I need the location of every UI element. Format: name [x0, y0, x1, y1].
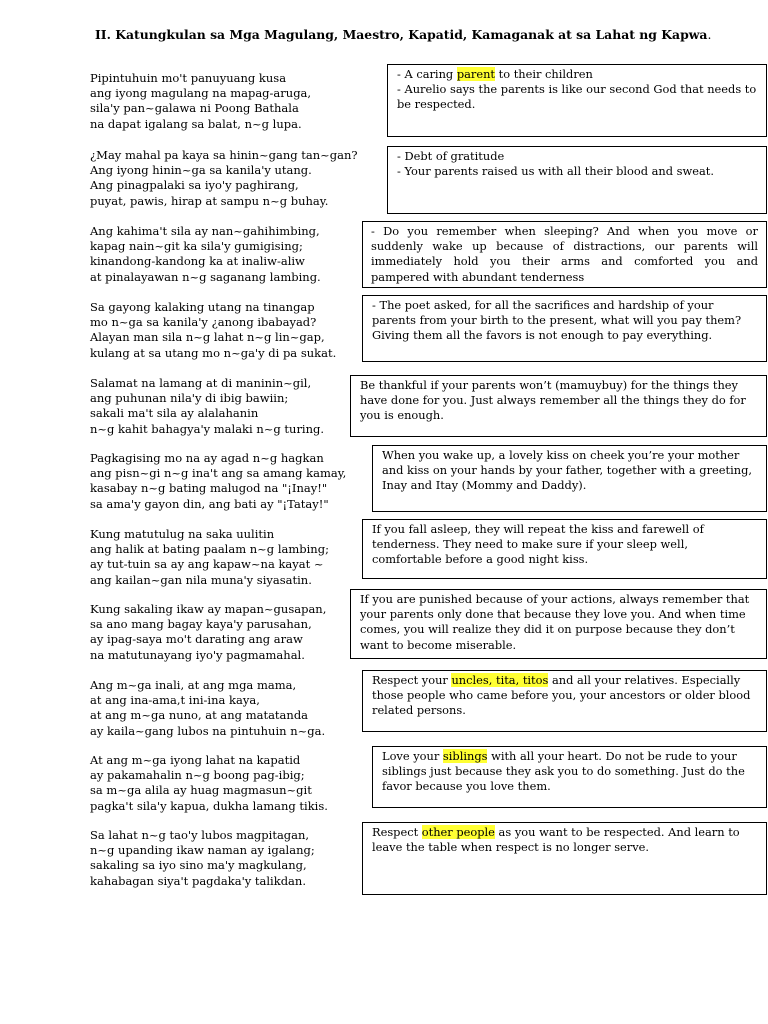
poem-line: sila'y pan~galawa ni Poong Bathala [90, 101, 299, 116]
poem-line: ay tut-tuin sa ay ang kapaw~na kayat ~ [90, 557, 324, 572]
stanza [90, 451, 380, 512]
poem-line: Ang iyong hinin~ga sa kanila'y utang. [90, 163, 312, 178]
poem-line: na matutunayang iyo'y pagmamahal. [90, 647, 305, 662]
poem-line: kulang at sa utang mo n~ga'y di pa sukat. [90, 345, 337, 360]
stanza [90, 678, 380, 739]
poem-line: sa ano mang bagay kaya'y parusahan, [90, 617, 312, 632]
note-box [350, 589, 767, 659]
note-row [382, 749, 758, 795]
poem-line: Alayan man sila n~g lahat n~g lin~gap, [90, 330, 325, 345]
note-text: - Do you remember when sleeping? And when you move or suddenly wake up because of distractions, our parents will immediately hold you their arms and comforted you and pampered with abundant tenderness [371, 224, 758, 284]
poem-line: n~g upanding ikaw naman ay igalang; [90, 843, 315, 858]
note-row [360, 378, 758, 424]
note-text: Love your [382, 749, 443, 763]
stanza [90, 376, 380, 437]
note-row [372, 825, 758, 855]
poem-line: Ang kahima't sila ay nan~gahihimbing, [90, 224, 320, 238]
note-box [362, 822, 767, 895]
poem-line: kinandong-kandong ka at inaliw-aliw [90, 254, 305, 269]
poem-line: Kung matutulug na saka uulitin [90, 527, 275, 541]
note-row [397, 164, 758, 179]
note-text: - Your parents raised us with all their blood and sweat. [397, 164, 715, 179]
poem-line: n~g kahit bahagya'y malaki n~g turing. [90, 421, 325, 436]
note-row [372, 298, 758, 344]
stanza [90, 602, 380, 663]
poem-line: kasabay n~g bating malugod na "¡Inay!" [90, 481, 328, 496]
note-box [362, 221, 767, 288]
poem-line: kapag nain~git ka sila'y gumigising; [90, 239, 303, 254]
note-row [397, 67, 758, 82]
note-box [372, 445, 767, 512]
note-row [360, 592, 758, 653]
note-text: to their children [495, 67, 593, 81]
note-text: Be thankful if your parents won’t (mamuybuy) for the things they have done for you. Just always remember all the things they do for you is enough. [360, 378, 746, 423]
note-text: - Aurelio says the parents is like our second God that needs to be respected. [397, 82, 757, 112]
note-box [362, 519, 767, 579]
note-text: with all your heart. Do not be rude to your siblings just because they ask you to do something. Just do the favor because you love them. [382, 749, 745, 794]
poem-line: Ang m~ga inali, at ang mga mama, [90, 678, 297, 692]
poem-line: Pagkagising mo na ay agad n~g hagkan [90, 451, 324, 465]
poem-line: at ang m~ga nuno, at ang matatanda [90, 708, 309, 723]
poem-line: ay pakamahalin n~g boong pag-ibig; [90, 768, 305, 783]
note-row [371, 224, 758, 285]
highlighted-keyword: other people [421, 825, 495, 839]
poem-line: ang iyong magulang na mapag-aruga, [90, 86, 312, 101]
poem-line: sakali ma't sila ay alalahanin [90, 406, 259, 421]
note-text: - The poet asked, for all the sacrifices and hardship of your parents from your birth to the present, what will you pay them? Giving them all the favors is not enough to pay everything. [372, 298, 742, 343]
poem-line: at pinalayawan n~g saganang lambing. [90, 269, 321, 284]
poem-line: sa ama'y gayon din, ang bati ay "¡Tatay!" [90, 496, 329, 511]
stanza [90, 828, 380, 889]
note-box [362, 670, 767, 732]
highlighted-keyword: parent [456, 67, 496, 81]
note-box [362, 295, 767, 362]
highlighted-keyword: siblings [442, 749, 488, 763]
poem-line: sakaling sa iyo sino ma'y magkulang, [90, 858, 307, 873]
poem-line: ay ipag-saya mo't darating ang araw [90, 632, 303, 647]
stanza [90, 71, 380, 132]
note-box [387, 64, 767, 137]
note-text: and all your relatives. Especially those people who came before you, your ancestors or older blood related persons. [372, 673, 751, 718]
stanza [90, 300, 380, 361]
note-text: When you wake up, a lovely kiss on cheek you’re your mother and kiss on your hands by your father, together with a greeting, Inay and Itay (Mommy and Daddy). [382, 448, 752, 493]
poem-line: Salamat na lamang at di maninin~gil, [90, 376, 312, 390]
poem-line: Sa gayong kalaking utang na tinangap [90, 300, 315, 314]
poem-line: ang kailan~gan nila muna'y siyasatin. [90, 572, 312, 587]
note-row [372, 522, 758, 568]
poem-line: pagka't sila'y kapua, dukha lamang tikis. [90, 798, 328, 813]
stanza [90, 224, 380, 285]
poem-line: ang puhunan nila'y di ibig bawiin; [90, 391, 289, 406]
poem-line: Pipintuhuin mo't panuyuang kusa [90, 71, 287, 85]
poem-line: kahabagan siya't pagdaka'y talikdan. [90, 873, 306, 888]
stanza [90, 527, 380, 588]
note-row [397, 82, 758, 112]
note-text: Respect [372, 825, 422, 839]
note-text: If you fall asleep, they will repeat the kiss and farewell of tenderness. They need to make sure if your sleep well, comfortable before a good night kiss. [372, 522, 704, 567]
poem-line: at ang ina-ama,t ini-ina kaya, [90, 693, 260, 708]
note-row [382, 448, 758, 494]
note-text: Respect your [372, 673, 452, 687]
note-box [372, 746, 767, 808]
title-period: . [707, 27, 712, 42]
poem-line: ay kaila~gang lubos na pintuhuin n~ga. [90, 723, 326, 738]
note-text: - A caring [397, 67, 457, 81]
note-row [397, 149, 758, 164]
document-title [95, 27, 745, 42]
note-text: - Debt of gratitude [397, 149, 505, 163]
poem-line: mo n~ga sa kanila'y ¿anong ibabayad? [90, 315, 317, 330]
poem-line: ang halik at bating paalam n~g lambing; [90, 542, 329, 557]
note-text: as you want to be respected. And learn to leave the table when respect is no longer serve. [372, 825, 740, 855]
stanza [90, 753, 380, 814]
poem-line: sa m~ga alila ay huag magmasun~git [90, 783, 312, 798]
note-row [372, 673, 758, 719]
note-text: If you are punished because of your actions, always remember that your parents only done that because they love you. And when time comes, you will realize they did it on purpose because they don’t want to become miserable. [360, 592, 750, 652]
stanza [90, 148, 380, 209]
note-box [387, 146, 767, 214]
highlighted-keyword: uncles, tita, titos [451, 673, 549, 687]
poem-line: At ang m~ga iyong lahat na kapatid [90, 753, 301, 767]
note-box [350, 375, 767, 437]
poem-line: puyat, pawis, hirap at sampu n~g buhay. [90, 193, 329, 208]
poem-line: ¿May mahal pa kaya sa hinin~gang tan~gan? [90, 148, 358, 162]
poem-line: Sa lahat n~g tao'y lubos magpitagan, [90, 828, 310, 842]
title-text: II. Katungkulan sa Mga Magulang, Maestro, Kapatid, Kamaganak at sa Lahat ng Kapwa [95, 27, 708, 42]
poem-line: na dapat igalang sa balat, n~g lupa. [90, 116, 302, 131]
poem-line: ang pisn~gi n~g ina't ang sa amang kamay, [90, 466, 347, 481]
poem-line: Ang pinagpalaki sa iyo'y paghirang, [90, 178, 299, 193]
poem-line: Kung sakaling ikaw ay mapan~gusapan, [90, 602, 327, 616]
